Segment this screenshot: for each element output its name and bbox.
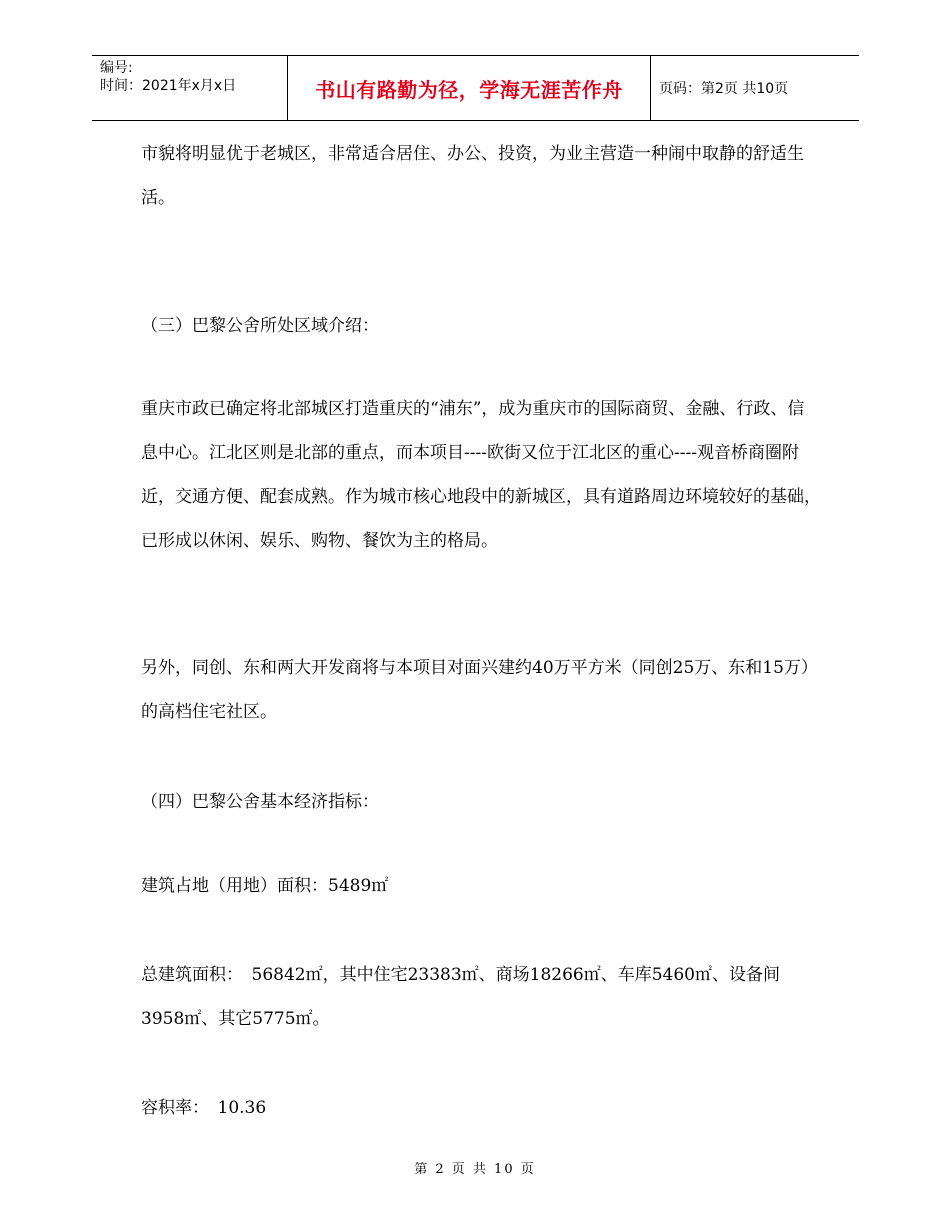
header-page-number: 页码：第2页 共10页 xyxy=(659,81,789,97)
header-meta xyxy=(92,56,287,120)
total-area-line: 总建筑面积： 56842㎡，其中住宅23383㎡、商场18266㎡、车库5460㎡、设备间3958㎡、其它5775㎡。 xyxy=(141,965,781,1029)
header-motto: 书山有路勤为径，学海无涯苦作舟 xyxy=(287,56,651,120)
section-heading-3: （三）巴黎公舍所处区域介绍： xyxy=(141,316,379,336)
paragraph-intro-continued: 市貌将明显优于老城区，非常适合居住、办公、投资，为业主营造一种闹中取静的舒适生活。 xyxy=(141,144,804,208)
floor-area-ratio-line: 容积率： 10.36 xyxy=(141,1098,267,1118)
paragraph-developers: 另外，同创、东和两大开发商将与本项目对面兴建约40万平方米（同创25万、东和15万）的高档住宅社区。 xyxy=(141,658,818,722)
section-heading-4: （四）巴黎公舍基本经济指标： xyxy=(141,792,379,812)
date-label: 时间：2021年x月x日 xyxy=(100,78,237,94)
serial-number-label: 编号: xyxy=(100,60,133,76)
land-area-line: 建筑占地（用地）面积：5489㎡ xyxy=(141,876,389,896)
page-header xyxy=(92,55,859,121)
paragraph-region: 重庆市政已确定将北部城区打造重庆的“浦东”，成为重庆市的国际商贸、金融、行政、信息中心。江北区则是北部的重点，而本项目----欧街又位于江北区的重心----观音桥商圈附近，交通方便、配套成熟。作为城市核心地段中的新城区，具有道路周边环境较好的基础，已形成以休闲、娱乐、购物、餐饮为主的格局。 xyxy=(141,399,821,551)
page-footer: 第 2 页 共 10 页 xyxy=(414,1162,536,1177)
